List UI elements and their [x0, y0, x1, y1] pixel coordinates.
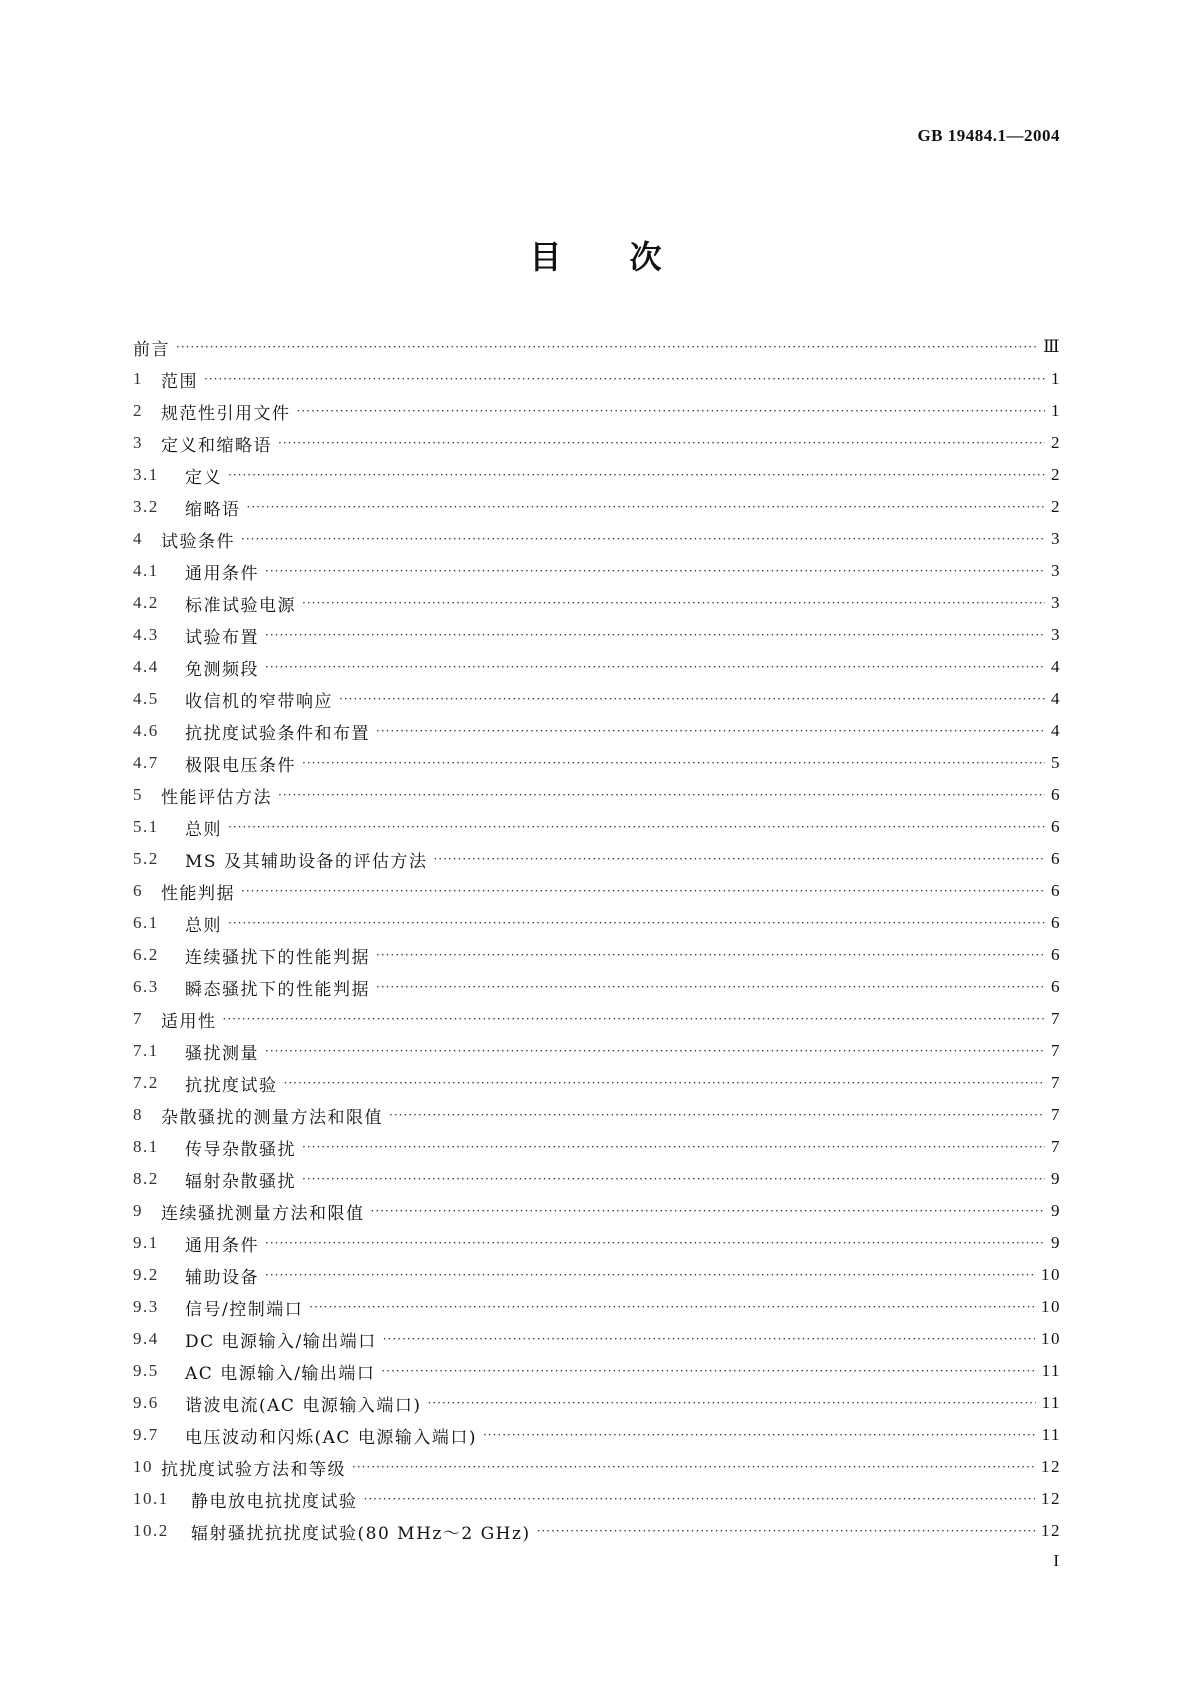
toc-entry-page: 5 [1051, 753, 1061, 772]
toc-entry-label: 连续骚扰下的性能判据 [185, 947, 370, 968]
toc-leader-dots [352, 1460, 1035, 1474]
toc-entry[interactable] [133, 587, 1061, 619]
toc-entry-number: 7.2 [133, 1073, 159, 1092]
toc-entry-label: 抗扰度试验条件和布置 [185, 723, 370, 744]
toc-entry-label: 极限电压条件 [185, 755, 296, 776]
toc-leader-dots [284, 1076, 1046, 1090]
toc-entry-number: 3 [133, 433, 143, 452]
toc-entry-number: 9.3 [133, 1297, 159, 1316]
toc-entry-label: 缩略语 [185, 499, 241, 520]
toc-entry-page: 11 [1041, 1393, 1061, 1412]
toc-entry-page: 7 [1051, 1137, 1061, 1156]
table-of-contents [133, 331, 1061, 1547]
toc-entry-label: 试验布置 [185, 627, 259, 648]
toc-leader-dots [228, 468, 1045, 482]
toc-entry[interactable] [133, 1131, 1061, 1163]
toc-entry-page: 6 [1051, 913, 1061, 932]
toc-entry-label: 性能评估方法 [161, 787, 272, 808]
toc-entry-label: 信号/控制端口 [185, 1299, 304, 1320]
toc-leader-dots [278, 436, 1045, 450]
toc-entry-page: 6 [1051, 785, 1061, 804]
toc-entry[interactable] [133, 555, 1061, 587]
toc-entry-page: 3 [1051, 625, 1061, 644]
toc-entry-page: 6 [1051, 945, 1061, 964]
toc-entry-page: 7 [1051, 1009, 1061, 1028]
toc-entry-label: 试验条件 [161, 531, 235, 552]
toc-leader-dots [265, 1236, 1045, 1250]
toc-entry-number: 4.5 [133, 689, 159, 708]
toc-entry-number: 9.5 [133, 1361, 159, 1380]
toc-entry[interactable] [133, 1515, 1061, 1547]
toc-entry-number: 10.2 [133, 1521, 169, 1540]
toc-entry[interactable] [133, 811, 1061, 843]
toc-entry-number: 6.2 [133, 945, 159, 964]
toc-leader-dots [383, 1332, 1035, 1346]
toc-entry[interactable] [133, 683, 1061, 715]
toc-entry-number: 6.1 [133, 913, 159, 932]
toc-entry-number: 7 [133, 1009, 143, 1028]
toc-entry-label: 定义 [185, 467, 222, 488]
toc-leader-dots [278, 788, 1045, 802]
toc-leader-dots [427, 1396, 1035, 1410]
toc-entry[interactable] [133, 1451, 1061, 1483]
page-number: I [1053, 1551, 1059, 1570]
toc-entry-page: 2 [1051, 497, 1061, 516]
toc-entry-label: 辐射杂散骚扰 [185, 1171, 296, 1192]
toc-entry-label: 前言 [133, 339, 170, 360]
toc-leader-dots [339, 692, 1045, 706]
toc-entry-number: 6.3 [133, 977, 159, 996]
toc-entry-label: 电压波动和闪烁(AC 电源输入端口) [185, 1427, 477, 1448]
toc-entry-number: 9.7 [133, 1425, 159, 1444]
toc-entry-number: 4.6 [133, 721, 159, 740]
toc-entry[interactable] [133, 715, 1061, 747]
toc-leader-dots [389, 1108, 1045, 1122]
toc-entry-page: 3 [1051, 529, 1061, 548]
toc-entry-page: 6 [1051, 817, 1061, 836]
toc-entry[interactable] [133, 875, 1061, 907]
toc-entry-label: 通用条件 [185, 1235, 259, 1256]
toc-entry-number: 4 [133, 529, 143, 548]
toc-leader-dots [433, 852, 1045, 866]
toc-leader-dots [247, 500, 1046, 514]
toc-entry-number: 3.1 [133, 465, 159, 484]
toc-leader-dots [364, 1492, 1036, 1506]
toc-leader-dots [265, 564, 1045, 578]
toc-entry-page: 1 [1051, 369, 1061, 388]
toc-entry-label: 静电放电抗扰度试验 [191, 1491, 358, 1512]
toc-entry[interactable] [133, 1387, 1061, 1419]
toc-entry-page: 12 [1041, 1521, 1061, 1540]
toc-entry[interactable] [133, 1035, 1061, 1067]
toc-entry[interactable] [133, 1067, 1061, 1099]
toc-leader-dots [483, 1428, 1036, 1442]
toc-entry-label: 标准试验电源 [185, 595, 296, 616]
toc-entry-number: 5.2 [133, 849, 159, 868]
toc-entry-number: 5.1 [133, 817, 159, 836]
toc-leader-dots [302, 1140, 1045, 1154]
toc-entry-label: 总则 [185, 819, 222, 840]
toc-leader-dots [297, 404, 1046, 418]
toc-entry-number: 10.1 [133, 1489, 169, 1508]
toc-leader-dots [204, 372, 1045, 386]
toc-leader-dots [265, 660, 1045, 674]
toc-leader-dots [176, 340, 1037, 354]
toc-entry-number: 9.4 [133, 1329, 159, 1348]
toc-entry[interactable] [133, 843, 1061, 875]
toc-entry-page: 10 [1041, 1265, 1061, 1284]
toc-entry-page: 10 [1041, 1297, 1061, 1316]
toc-entry-label: MS 及其辅助设备的评估方法 [185, 851, 428, 872]
toc-entry[interactable] [133, 363, 1061, 395]
toc-entry-page: 2 [1051, 433, 1061, 452]
toc-entry[interactable] [133, 907, 1061, 939]
toc-leader-dots [376, 724, 1045, 738]
toc-entry[interactable] [133, 1195, 1061, 1227]
toc-entry-label: 收信机的窄带响应 [185, 691, 333, 712]
toc-entry-label: 总则 [185, 915, 222, 936]
toc-entry-number: 6 [133, 881, 143, 900]
toc-entry-label: 适用性 [161, 1011, 217, 1032]
toc-entry[interactable] [133, 1163, 1061, 1195]
toc-entry[interactable] [133, 939, 1061, 971]
toc-leader-dots [371, 1204, 1046, 1218]
toc-entry-label: 辐射骚扰抗扰度试验(80 MHz～2 GHz) [191, 1523, 531, 1544]
standard-number: GB 19484.1—2004 [917, 126, 1060, 145]
toc-entry-label: 传导杂散骚扰 [185, 1139, 296, 1160]
toc-leader-dots [302, 596, 1045, 610]
toc-entry-page: 6 [1051, 977, 1061, 996]
toc-entry-number: 4.2 [133, 593, 159, 612]
toc-entry-page: 7 [1051, 1105, 1061, 1124]
toc-entry-page: 3 [1051, 593, 1061, 612]
toc-entry-number: 8.2 [133, 1169, 159, 1188]
toc-entry-label: DC 电源输入/输出端口 [185, 1331, 377, 1352]
toc-entry-label: 骚扰测量 [185, 1043, 259, 1064]
toc-entry[interactable] [133, 1483, 1061, 1515]
toc-entry-number: 9.6 [133, 1393, 159, 1412]
toc-entry-number: 2 [133, 401, 143, 420]
toc-entry-page: 12 [1041, 1457, 1061, 1476]
toc-entry[interactable] [133, 395, 1061, 427]
toc-entry-page: 11 [1041, 1425, 1061, 1444]
toc-entry[interactable] [133, 651, 1061, 683]
toc-entry[interactable] [133, 1355, 1061, 1387]
toc-entry[interactable] [133, 331, 1061, 363]
toc-entry[interactable] [133, 747, 1061, 779]
toc-entry[interactable] [133, 1099, 1061, 1131]
toc-leader-dots [228, 820, 1045, 834]
toc-leader-dots [241, 884, 1045, 898]
toc-entry-number: 4.4 [133, 657, 159, 676]
toc-entry-page: 7 [1051, 1073, 1061, 1092]
toc-entry[interactable] [133, 459, 1061, 491]
toc-entry[interactable] [133, 491, 1061, 523]
toc-entry-page: 9 [1051, 1169, 1061, 1188]
toc-entry[interactable] [133, 523, 1061, 555]
toc-entry-label: 瞬态骚扰下的性能判据 [185, 979, 370, 1000]
toc-leader-dots [265, 1268, 1035, 1282]
toc-entry-page: 4 [1051, 721, 1061, 740]
toc-entry-page: 6 [1051, 881, 1061, 900]
toc-leader-dots [241, 532, 1045, 546]
toc-entry-label: 抗扰度试验方法和等级 [161, 1459, 346, 1480]
toc-entry-number: 7.1 [133, 1041, 159, 1060]
toc-entry-label: 范围 [161, 371, 198, 392]
toc-entry[interactable] [133, 1003, 1061, 1035]
toc-entry-label: AC 电源输入/输出端口 [185, 1363, 376, 1384]
toc-entry-number: 10 [133, 1457, 153, 1476]
toc-entry-number: 4.3 [133, 625, 159, 644]
toc-leader-dots [302, 1172, 1045, 1186]
toc-entry-number: 9 [133, 1201, 143, 1220]
toc-entry-page: 9 [1051, 1233, 1061, 1252]
toc-entry-page: 10 [1041, 1329, 1061, 1348]
toc-entry[interactable] [133, 1323, 1061, 1355]
toc-entry-page: 2 [1051, 465, 1061, 484]
toc-leader-dots [223, 1012, 1046, 1026]
toc-entry-number: 4.7 [133, 753, 159, 772]
toc-entry-number: 9.1 [133, 1233, 159, 1252]
toc-entry[interactable] [133, 1291, 1061, 1323]
toc-leader-dots [228, 916, 1045, 930]
toc-entry-page: 1 [1051, 401, 1061, 420]
toc-entry[interactable] [133, 619, 1061, 651]
toc-leader-dots [309, 1300, 1035, 1314]
toc-entry-number: 9.2 [133, 1265, 159, 1284]
toc-entry-page: 4 [1051, 689, 1061, 708]
toc-entry-number: 4.1 [133, 561, 159, 580]
toc-entry-number: 3.2 [133, 497, 159, 516]
toc-entry-page: 3 [1051, 561, 1061, 580]
toc-entry[interactable] [133, 427, 1061, 459]
toc-entry-page: 4 [1051, 657, 1061, 676]
toc-leader-dots [537, 1524, 1035, 1538]
toc-entry-page: 11 [1041, 1361, 1061, 1380]
page-title: 目次 [529, 238, 730, 276]
toc-entry-number: 8.1 [133, 1137, 159, 1156]
toc-entry[interactable] [133, 779, 1061, 811]
toc-entry-label: 性能判据 [161, 883, 235, 904]
toc-entry-label: 抗扰度试验 [185, 1075, 278, 1096]
toc-entry-label: 规范性引用文件 [161, 403, 291, 424]
toc-entry-label: 通用条件 [185, 563, 259, 584]
toc-leader-dots [376, 948, 1045, 962]
toc-entry-number: 8 [133, 1105, 143, 1124]
toc-entry-label: 谐波电流(AC 电源输入端口) [185, 1395, 422, 1416]
toc-entry-page: 9 [1051, 1201, 1061, 1220]
toc-entry-page: 12 [1041, 1489, 1061, 1508]
toc-entry-label: 定义和缩略语 [161, 435, 272, 456]
toc-entry-page: Ⅲ [1043, 337, 1061, 356]
toc-entry-label: 连续骚扰测量方法和限值 [161, 1203, 365, 1224]
toc-leader-dots [376, 980, 1045, 994]
toc-entry[interactable] [133, 1227, 1061, 1259]
toc-entry-number: 5 [133, 785, 143, 804]
toc-entry-label: 辅助设备 [185, 1267, 259, 1288]
toc-entry-number: 1 [133, 369, 143, 388]
toc-leader-dots [381, 1364, 1035, 1378]
toc-entry-label: 杂散骚扰的测量方法和限值 [161, 1107, 383, 1128]
toc-leader-dots [265, 1044, 1045, 1058]
toc-entry-page: 7 [1051, 1041, 1061, 1060]
toc-entry-page: 6 [1051, 849, 1061, 868]
toc-entry[interactable] [133, 1259, 1061, 1291]
toc-entry[interactable] [133, 971, 1061, 1003]
toc-leader-dots [265, 628, 1045, 642]
toc-entry-label: 免测频段 [185, 659, 259, 680]
toc-leader-dots [302, 756, 1045, 770]
toc-entry[interactable] [133, 1419, 1061, 1451]
